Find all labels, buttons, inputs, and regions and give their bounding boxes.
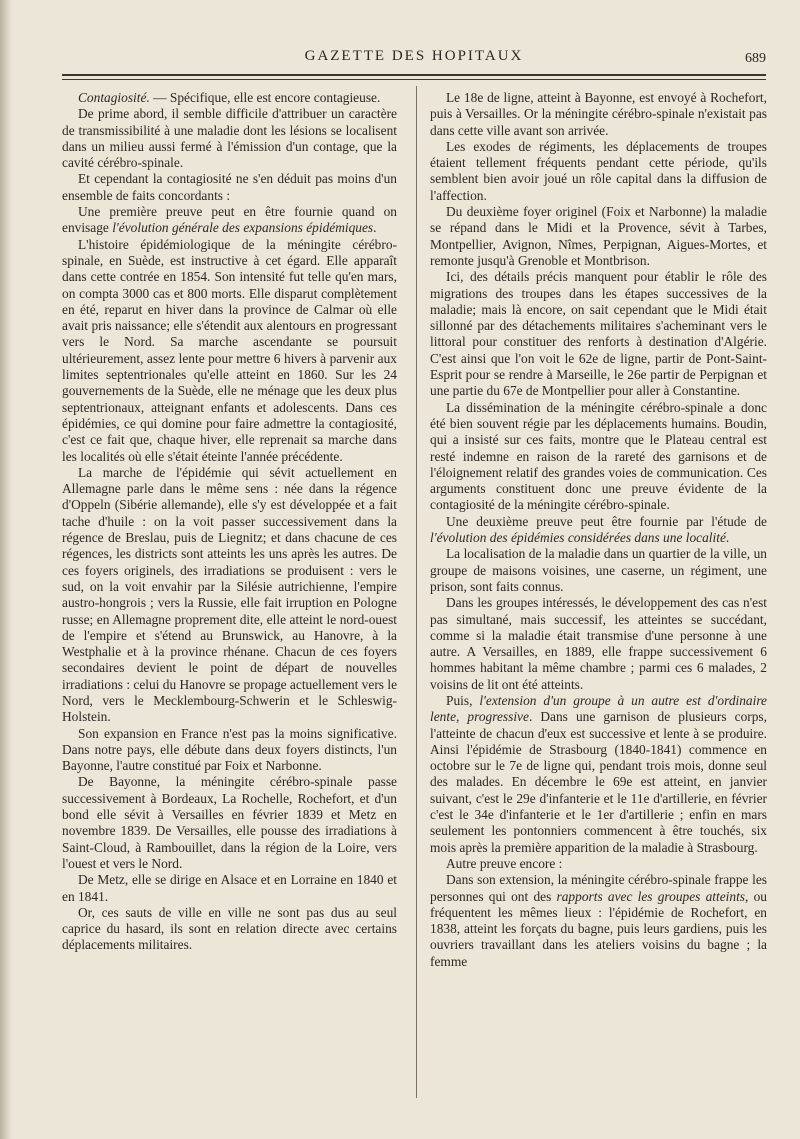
paragraph-text: Les exodes de régiments, les déplacements de troupes étaient tellement fréquents pendant cette période, qu'ils semblent bien avoir joué un rôle capital dans la diffusion de l'affection. [430,138,767,203]
paragraph [62,774,397,872]
paragraph-text: Autre preuve encore : [446,855,563,871]
paragraph-emphasis: l'évolution des épidémies considérées dans une localité [430,530,726,546]
paragraph [430,204,767,269]
paragraph-text: — Spécifique, elle est encore contagieuse. [149,90,381,105]
paragraph [62,171,397,204]
header-rule-thick [62,74,766,76]
paragraph [62,905,397,954]
paragraph [62,465,397,726]
paragraph-lead: Contagiosité. [78,90,150,105]
paragraph-tail: , ou fréquentent les mêmes lieux : l'épidémie de Rochefort, en 1838, atteint les forçats du bagne, puis leurs gardiens, puis les ouvriers travaillant dans les ateliers voisins du bagne ; la femme [430,888,767,969]
paragraph-text: Le 18e de ligne, atteint à Bayonne, est envoyé à Rochefort, puis à Versailles. Or la méningite cérébro-spinale n'existait pas dans cette ville avant son arrivée. [430,90,767,138]
paragraph [62,726,397,775]
paragraph-tail: . [725,530,730,546]
paragraph [430,90,767,139]
header-rule-thin [62,79,766,80]
paragraph-emphasis: l'évolution générale des expansions épidémiques [112,220,374,236]
paragraph-text: Or, ces sauts de ville en ville ne sont pas dus au seul caprice du hasard, ils sont en relation directe avec certains déplacements militaires. [62,904,397,953]
paragraph-text: De Metz, elle se dirige en Alsace et en Lorraine en 1840 et en 1841. [62,872,397,904]
paragraph-text: La marche de l'épidémie qui sévit actuellement en Allemagne parle dans le même sens : née dans la régence d'Oppeln (Sibérie allemande), elle s'y est développée et a fait tache d'huile : on la voit passer successivement dans la régence de Breslau, puis de Liegnitz; et dans chacune de ces régences, les districts sont atteints les uns après les autres. De ces foyers originels, des irradiations se produisent : vers le sud, on la voit envahir par la Silésie autrichienne, l'empire austro-hongrois ; vers la Russie, elle fait irruption en Pologne russe; en Allemagne proprement dite, elle atteint le nord-ouest de l'empire et s'étend au Brunswick, au Hanovre, à la Westphalie et à la province rhénane. Chacun de ces foyers secondaires devient le point de départ de nouvelles irradiations : celui du Hanovre se propage actuellement vers le Nord, vers le Mecklembourg-Schwerin et le Schleswig-Holstein. [62,464,398,725]
right-column [430,90,767,970]
paragraph [430,595,767,693]
paragraph-text: Son expansion en France n'est pas la moins significative. Dans notre pays, elle débute dans deux foyers distincts, l'un Bayonne, l'autre constitué par Foix et Narbonne. [62,725,397,774]
paragraph-tail: . Dans une garnison de plusieurs corps, l'atteinte de chacun d'eux est successive et lente à se produire. Ainsi l'épidémie de Strasbourg (1840-1841) commence en octobre sur le 7e de ligne qui, pendant trois mois, donne seul des malades. En décembre le 69e est atteint, en janvier suivant, c'est le 29e d'infanterie et le 11e d'artillerie, en février c'est le 34e d'infanterie et le 1er d'artillerie ; enfin en mars seulement les pontonniers commencent à être touchés, six mois après la première apparition de la maladie à Strasbourg. [430,709,767,855]
paragraph-text: La localisation de la maladie dans un quartier de la ville, un groupe de maisons voisines, une caserne, un régiment, une prison, sont faits connus. [430,546,767,594]
paragraph [430,514,767,547]
paragraph [62,204,397,237]
page-number: 689 [745,51,766,66]
paragraph-text: La dissémination de la méningite cérébro-spinale a donc été bien souvent régie par les déplacements humains. Boudin, qui a insisté sur ces faits, montre que le Plateau central est resté indemne en raison de la rareté des garnisons et de l'éloignement relatif des grandes voies de communication. Ces arguments constituent donc une preuve évidente de la contagiosité de la méningite cérébro-spinale. [430,399,767,513]
paragraph [430,400,767,514]
paragraph-text: Ici, des détails précis manquent pour établir le rôle des migrations des troupes dans les étapes successives de la maladie; mais là encore, on sait cependant que le Midi était sillonné par des détachements militaires s'acheminant vers le littoral pour constituer des renforts à destination d'Algérie. C'est ainsi que l'on voit le 62e de ligne, partir de Pont-Saint-Esprit pour se rendre à Marseille, le 26e partir de Perpignan et une partie du 67e de Montpellier pour aller à Constantine. [430,269,767,399]
paragraph-text: L'histoire épidémiologique de la méningite cérébro-spinale, en Suède, est instructive à cet égard. Elle apparaît dans cette contrée en 1854. Son intensité fut telle qu'en mars, on compta 3000 cas et 800 morts. Elle disparut complètement en été, reparut en hiver dans la province de Calmar où elle avait pris naissance; elle s'étendit aux alentours en progressant vers le Nord. Sa marche ascendante se poursuit ultérieurement, assez lente pour mettre 6 hivers à parvenir aux limites septentrionales qu'elle atteint en 1860. Sur les 24 gouvernements de la Suède, elle ne ménage que les deux plus septentrionaux, atteignant enfants et adolescents. Dans ces épidémies, ce qui domine pour faire admettre la contagiosité, c'est ce fait que, chaque hiver, elle reprenait sa marche dans les localités où elle s'était éteinte l'année précédente. [62,236,397,464]
page-header [60,48,768,70]
paragraph [430,872,767,970]
paragraph [430,856,767,872]
paragraph [62,106,397,171]
page-binding-edge [0,0,12,1139]
paragraph [430,546,767,595]
paragraph-text: Une première preuve peut en être fournie quand on envisage [62,204,397,236]
paragraph-tail: . [373,220,377,236]
paragraph [430,139,767,204]
paragraph-emphasis: l'extension d'un groupe à un autre est d'ordinaire lente, progressive [430,692,767,725]
paragraph [430,693,767,856]
column-divider [416,86,417,1098]
paragraph [430,269,767,399]
running-title: GAZETTE DES HOPITAUX [304,48,524,64]
paragraph-text: Une deuxième preuve peut être fournie par l'étude de [446,513,767,529]
paragraph-text: Puis, [446,692,480,708]
paragraph-text: De Bayonne, la méningite cérébro-spinale passe successivement à Bordeaux, La Rochelle, Rochefort, et d'un bond elle sévit à Versailles en février 1839 et Metz en novembre 1839. De Versailles, elle pousse des irradiations à Saint-Cloud, à Rambouillet, dans la région de la Loire, vers l'ouest et vers le Nord. [62,774,397,871]
left-column [62,90,397,954]
paragraph-text: Dans les groupes intéressés, le développement des cas n'est pas simultané, mais successif, les atteintes se succédant, comme si la maladie était transmise d'une personne à une autre. A Versailles, en 1889, elle frappe successivement 6 hommes habitant la même chambre ; parmi ces 6 malades, 2 voisins de lit ont été atteints. [430,595,767,692]
paragraph [62,90,397,106]
paragraph-text: De prime abord, il semble difficile d'attribuer un caractère de transmissibilité à une maladie dont les lésions se localisent dans un milieu aussi fermé à l'émission d'un contage, que la cavité cérébro-spinale. [62,106,397,171]
paragraph-text: Et cependant la contagiosité ne s'en déduit pas moins d'un ensemble de faits concordants : [62,171,397,203]
paragraph-text: Dans son extension, la méningite cérébro-spinale frappe les personnes qui ont des [430,872,767,904]
paragraph [62,237,397,465]
paragraph-emphasis: rapports avec les groupes atteints [556,888,746,904]
paragraph-text: Du deuxième foyer originel (Foix et Narbonne) la maladie se répand dans le Midi et la Provence, sévit à Tarbes, Montpellier, Avignon, Nîmes, Perpignan, Aigues-Mortes, et remonte jusqu'à Grenoble et Montbrison. [430,204,767,268]
paragraph [62,872,397,905]
